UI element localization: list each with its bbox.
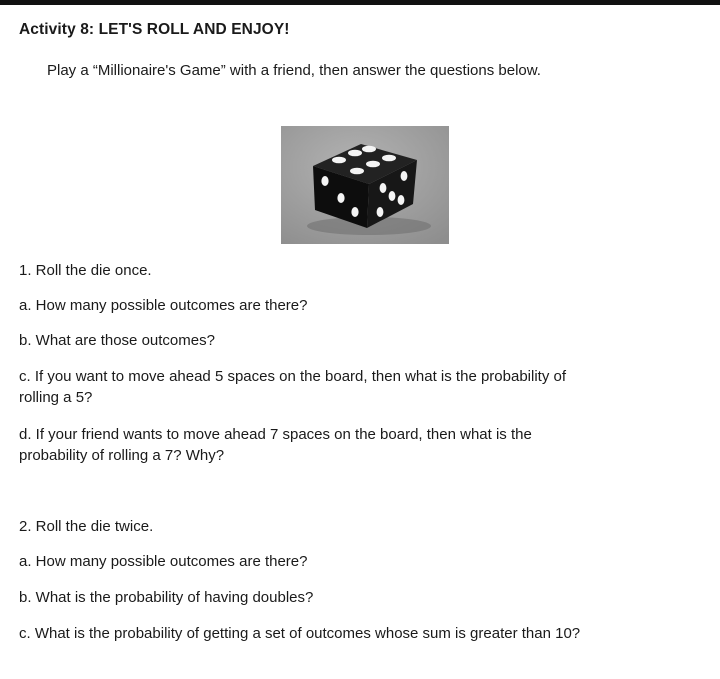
die-icon (281, 126, 449, 244)
activity-instructions: Play a “Millionaire's Game” with a friend, then answer the questions below. (47, 62, 541, 79)
question-1b: b. What are those outcomes? (19, 332, 215, 349)
question-2b: b. What is the probability of having doubles? (19, 589, 314, 606)
question-1c-line-1: c. If you want to move ahead 5 spaces on the board, then what is the probability of (19, 368, 567, 385)
top-border (0, 0, 720, 5)
activity-title: Activity 8: LET'S ROLL AND ENJOY! (19, 21, 290, 38)
question-1-heading: 1. Roll the die once. (19, 262, 152, 279)
dice-image (281, 126, 449, 244)
question-1d-line-2: probability of rolling a 7? Why? (19, 447, 225, 464)
question-1c-line-2: rolling a 5? (19, 389, 93, 406)
question-1d-line-1: d. If your friend wants to move ahead 7 spaces on the board, then what is the (19, 426, 532, 443)
question-2-heading: 2. Roll the die twice. (19, 518, 154, 535)
question-2c: c. What is the probability of getting a set of outcomes whose sum is greater than 10? (19, 625, 581, 642)
question-2a: a. How many possible outcomes are there? (19, 553, 308, 570)
question-1a: a. How many possible outcomes are there? (19, 297, 308, 314)
